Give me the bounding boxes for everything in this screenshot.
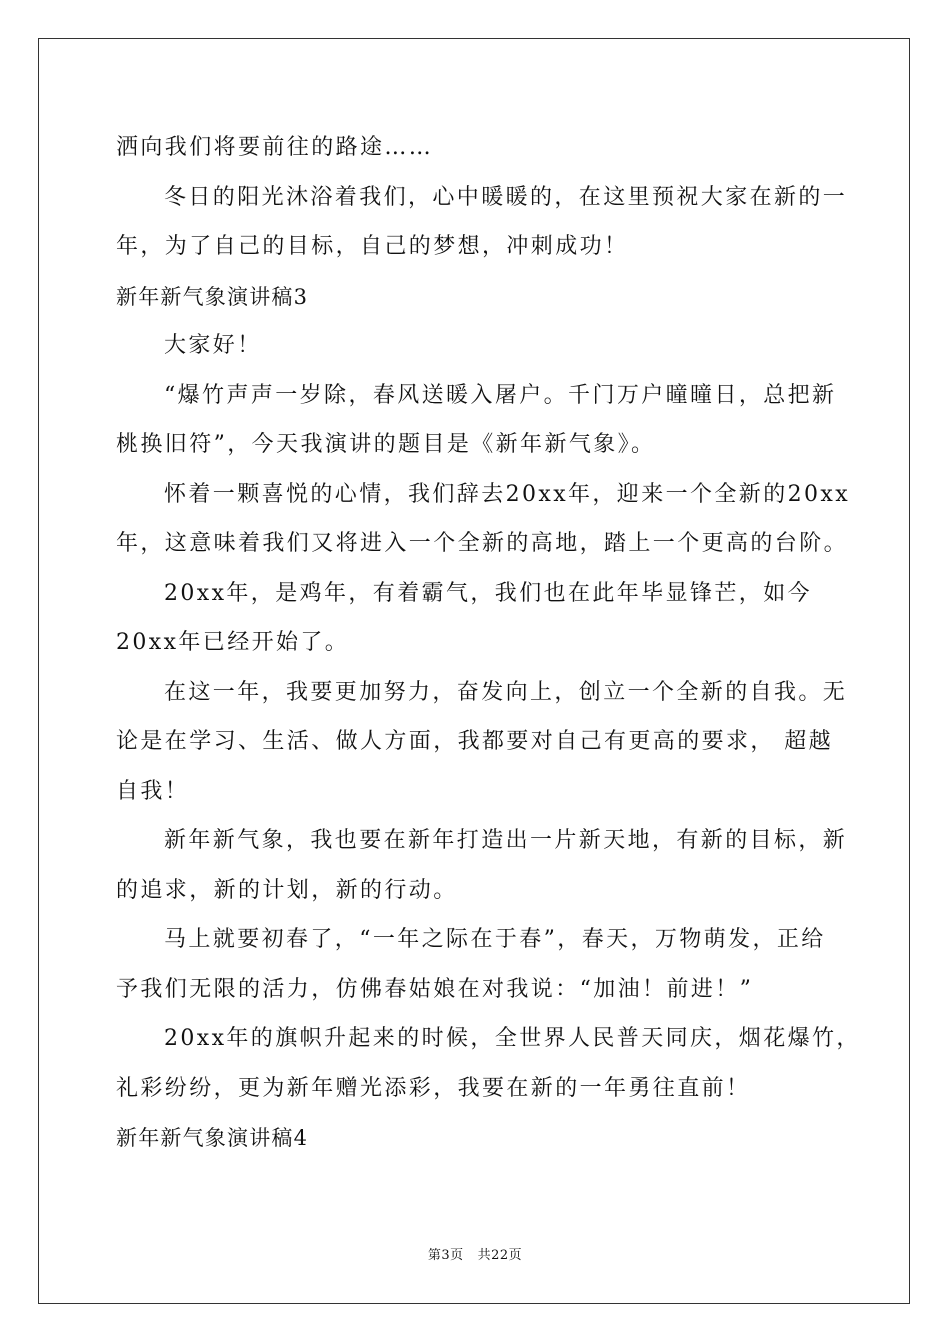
page-total: 共22页 [477, 1248, 523, 1263]
paragraph-line: “爆竹声声一岁除，春风送暖入屠户。千门万户曈曈日，总把新 [164, 382, 837, 408]
page-number: 第3页 [427, 1248, 464, 1263]
paragraph-line: 年，为了自己的目标，自己的梦想，冲刺成功！ [116, 234, 629, 259]
paragraph-line: 洒向我们将要前往的路途…… [116, 135, 434, 160]
paragraph-line: 冬日的阳光沐浴着我们，心中暖暖的，在这里预祝大家在新的一 [164, 184, 848, 210]
paragraph-line: 年，这意味着我们又将进入一个全新的高地，踏上一个更高的台阶。 [116, 531, 849, 556]
paragraph-line: 的追求，新的计划，新的行动。 [116, 877, 458, 903]
paragraph-line: 桃换旧符”，今天我演讲的题目是《新年新气象》。 [116, 432, 656, 457]
paragraph-line: 论是在学习、生活、做人方面，我都要对自己有更高的要求， 超越 [116, 729, 833, 754]
paragraph-line: 20xx年已经开始了。 [116, 630, 350, 655]
paragraph-line: 新年新气象，我也要在新年打造出一片新天地，有新的目标，新 [164, 828, 848, 853]
paragraph-line: 怀着一颗喜悦的心情，我们辞去20xx年，迎来一个全新的20xx [164, 481, 851, 507]
paragraph-line: 在这一年，我要更加努力，奋发向上，创立一个全新的自我。无 [164, 679, 848, 705]
paragraph-line: 大家好！ [164, 333, 262, 358]
paragraph-line: 予我们无限的活力，仿佛春姑娘在对我说：“加油！前进！” [116, 976, 754, 1002]
paragraph-line: 20xx年，是鸡年，有着霸气，我们也在此年毕显锋芒，如今 [164, 580, 813, 606]
section-heading: 新年新气象演讲稿4 [116, 1126, 309, 1150]
paragraph-line: 马上就要初春了，“一年之际在于春”，春天，万物萌发，正给 [164, 927, 826, 952]
paragraph-line: 礼彩纷纷，更为新年赠光添彩，我要在新的一年勇往直前！ [116, 1075, 751, 1101]
page-footer [0, 1244, 950, 1263]
paragraph-line: 20xx年的旗帜升起来的时候，全世界人民普天同庆，烟花爆竹， [164, 1026, 861, 1051]
paragraph-line: 自我！ [116, 778, 190, 804]
document-body [116, 128, 861, 1168]
section-heading: 新年新气象演讲稿3 [116, 284, 309, 309]
